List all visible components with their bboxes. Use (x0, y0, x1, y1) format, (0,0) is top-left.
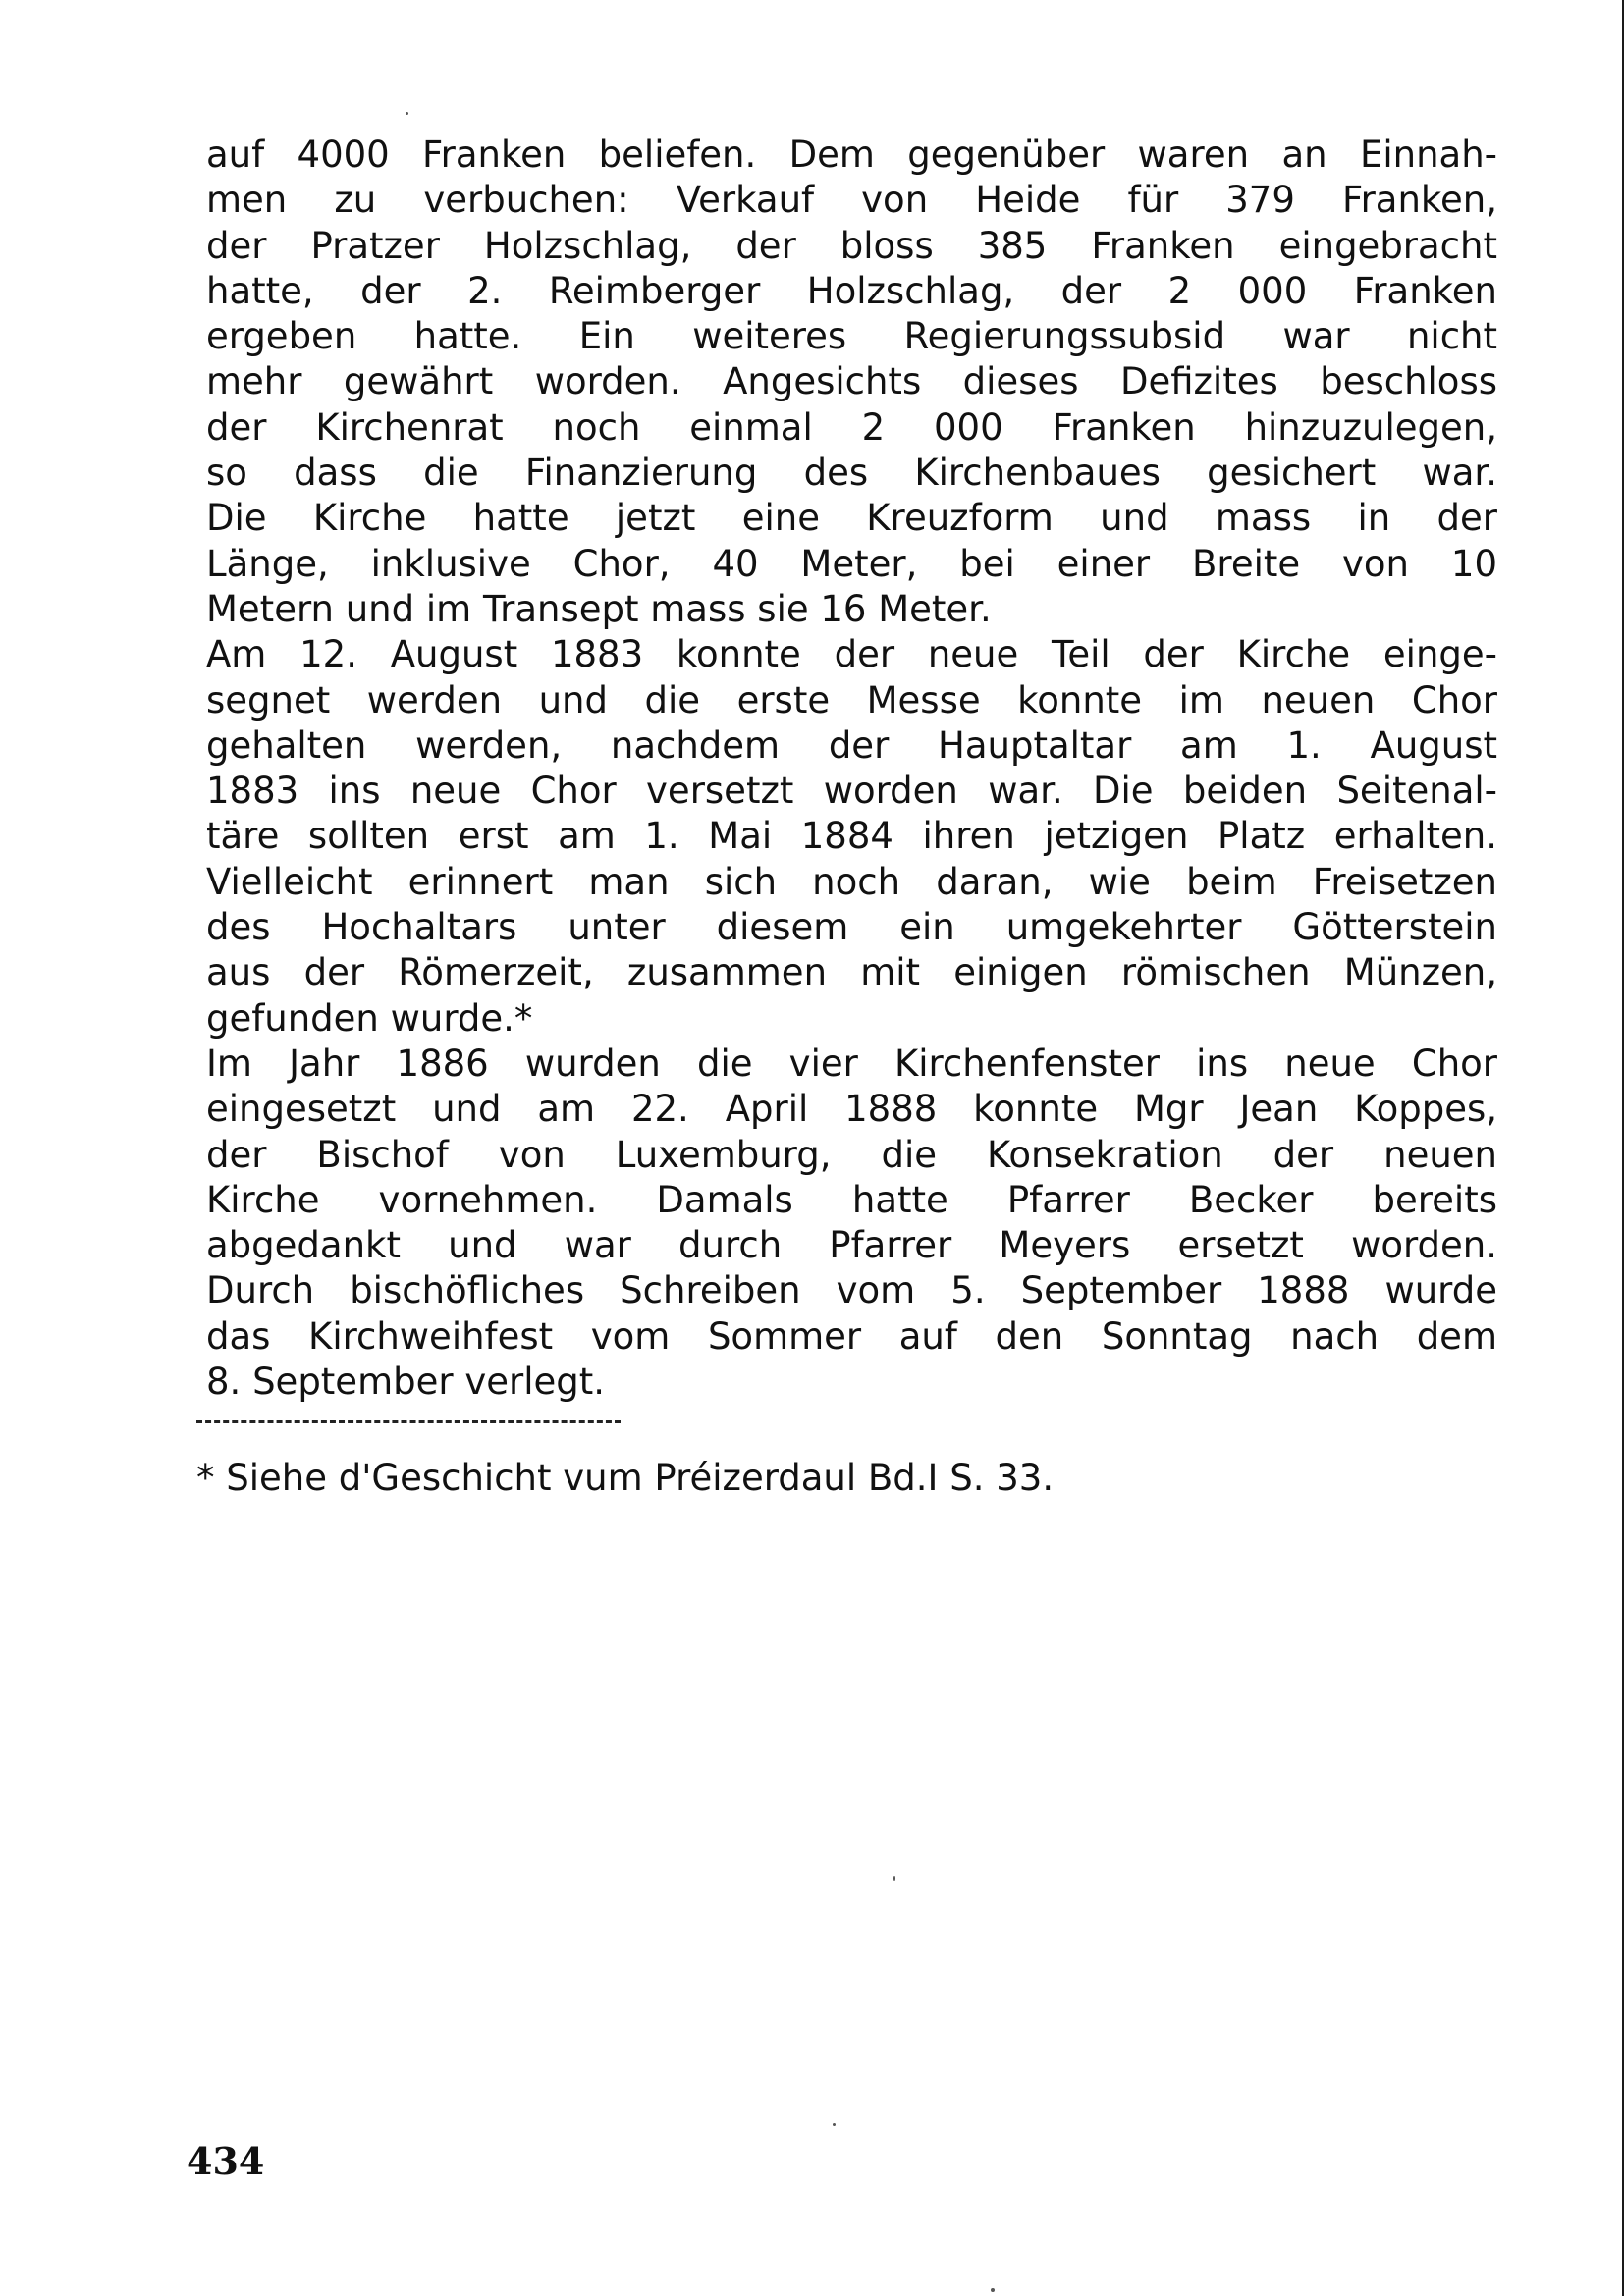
text-line: des Hochaltars unter diesem ein umgekehrter Götterstein (206, 906, 1497, 949)
text-line: das Kirchweihfest vom Sommer auf den Sonntag nach dem (206, 1314, 1497, 1358)
text-line: mehr gewährt worden. Angesichts dieses Defizites beschloss (206, 360, 1497, 403)
text-line: Kirche vornehmen. Damals hatte Pfarrer Becker bereits (206, 1178, 1497, 1221)
text-line: Länge, inklusive Chor, 40 Meter, bei einer Breite von 10 (206, 542, 1497, 585)
text-line: gehalten werden, nachdem der Hauptaltar am 1. August (206, 723, 1497, 767)
text-line: men zu verbuchen: Verkauf von Heide für 379 Franken, (206, 179, 1497, 222)
text-line: gefunden wurde.* (206, 996, 533, 1040)
text-line: Durch bischöfliches Schreiben vom 5. September 1888 wurde (206, 1269, 1497, 1312)
scan-speck (991, 2288, 995, 2292)
text-line: so dass die Finanzierung des Kirchenbaues gesichert war. (206, 452, 1497, 495)
text-line: der Pratzer Holzschlag, der bloss 385 Franken eingebracht (206, 224, 1497, 267)
text-line: eingesetzt und am 22. April 1888 konnte Mgr Jean Koppes, (206, 1088, 1497, 1131)
body-text (206, 133, 1497, 1405)
text-line: aus der Römerzeit, zusammen mit einigen römischen Münzen, (206, 951, 1497, 994)
text-line: segnet werden und die erste Messe konnte im neuen Chor (206, 678, 1497, 721)
text-line: Am 12. August 1883 konnte der neue Teil der Kirche einge- (206, 633, 1497, 676)
scan-speck (893, 1876, 895, 1881)
text-line: täre sollten erst am 1. Mai 1884 ihren jetzigen Platz erhalten. (206, 815, 1497, 858)
text-line: hatte, der 2. Reimberger Holzschlag, der 2 000 Franken (206, 269, 1497, 312)
text-line: auf 4000 Franken beliefen. Dem gegenüber waren an Einnah- (206, 133, 1497, 176)
text-line: der Bischof von Luxemburg, die Konsekration der neuen (206, 1133, 1497, 1176)
text-line: 8. September verlegt. (206, 1361, 606, 1404)
text-line: Metern und im Transept mass sie 16 Meter. (206, 587, 992, 630)
footnote: * Siehe d'Geschicht vum Préizerdaul Bd.I S. 33. (196, 1457, 1055, 1499)
scan-speck (833, 2123, 836, 2126)
text-line: 1883 ins neue Chor versetzt worden war. Die beiden Seitenal- (206, 770, 1497, 813)
scan-speck (406, 112, 408, 115)
text-line: Vielleicht erinnert man sich noch daran, wie beim Freisetzen (206, 860, 1497, 903)
text-line: der Kirchenrat noch einmal 2 000 Franken hinzuzulegen, (206, 405, 1497, 449)
text-line: abgedankt und war durch Pfarrer Meyers ersetzt worden. (206, 1224, 1497, 1267)
page-number: 434 (187, 2139, 265, 2183)
text-line: ergeben hatte. Ein weiteres Regierungssubsid war nicht (206, 315, 1497, 358)
text-line: Im Jahr 1886 wurden die vier Kirchenfenster ins neue Chor (206, 1041, 1497, 1085)
footnote-separator (196, 1420, 621, 1423)
text-line: Die Kirche hatte jetzt eine Kreuzform und mass in der (206, 497, 1497, 540)
